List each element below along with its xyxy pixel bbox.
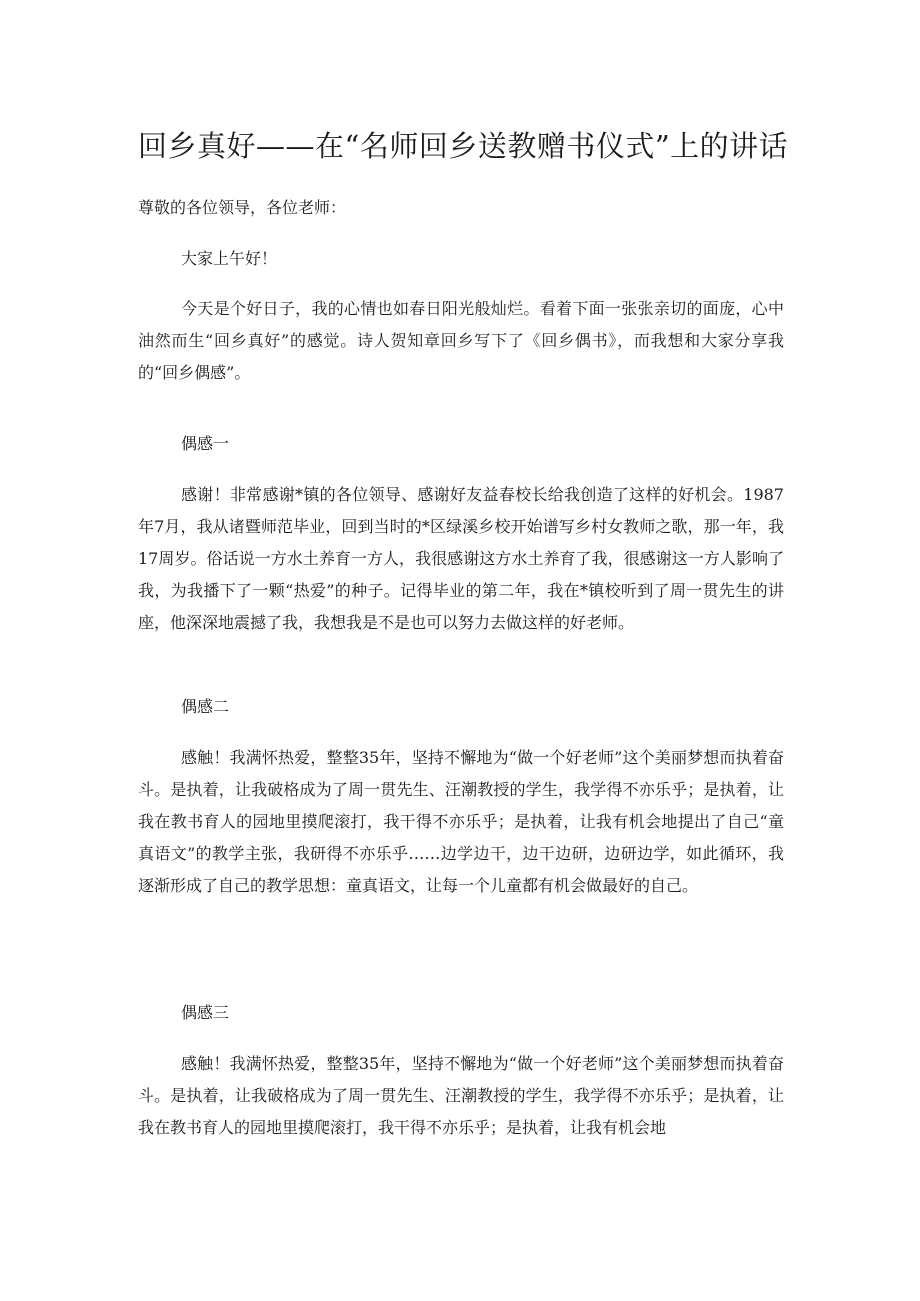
section-paragraph-2: 感触！我满怀热爱，整整35年，坚持不懈地为“做一个好老师”这个美丽梦想而执着奋斗。是执着，让我破格成为了周一贯先生、汪潮教授的学生，我学得不亦乐乎；是执着，让我在教书育人的园地里摸爬滚打，我干得不亦乐乎；是执着，让我有机会地提出了自己“童真语文”的教学主张，我研得不亦乐乎……边学边干，边干边研，边研边学，如此循环，我逐渐形成了自己的教学思想：童真语文，让每一个儿童都有机会做最好的自己。 — [138, 748, 784, 895]
intro-paragraph: 今天是个好日子，我的心情也如春日阳光般灿烂。看着下面一张张亲切的面庞，心中油然而生“回乡真好”的感觉。诗人贺知章回乡写下了《回乡偶书》，而我想和大家分享我的“回乡偶感”。 — [138, 299, 784, 382]
section-paragraph-1: 感谢！非常感谢*镇的各位领导、感谢好友益春校长给我创造了这样的好机会。1987年7月，我从诸暨师范毕业，回到当时的*区绿溪乡校开始谱写乡村女教师之歌，那一年，我17周岁。俗话说一方水土养育一方人，我很感谢这方水土养育了我，很感谢这一方人影响了我，为我播下了一颗“热爱”的种子。记得毕业的第二年，我在*镇校听到了周一贯先生的讲座，他深深地震撼了我，我想我是不是也可以努力去做这样的好老师。 — [138, 485, 784, 632]
section-paragraph-3: 感触！我满怀热爱，整整35年，坚持不懈地为“做一个好老师”这个美丽梦想而执着奋斗。是执着，让我破格成为了周一贯先生、汪潮教授的学生，我学得不亦乐乎；是执着，让我在教书育人的园地里摸爬滚打，我干得不亦乐乎；是执着，让我有机会地 — [138, 1054, 784, 1137]
section-heading-1: 偶感一 — [181, 434, 230, 453]
section-heading-2: 偶感二 — [181, 697, 230, 716]
document-title: 回乡真好——在“名师回乡送教赠书仪式”上的讲话 — [138, 129, 789, 163]
salutation: 尊敬的各位领导，各位老师： — [138, 198, 347, 217]
section-heading-3: 偶感三 — [181, 1003, 230, 1022]
greeting: 大家上午好！ — [181, 249, 278, 268]
